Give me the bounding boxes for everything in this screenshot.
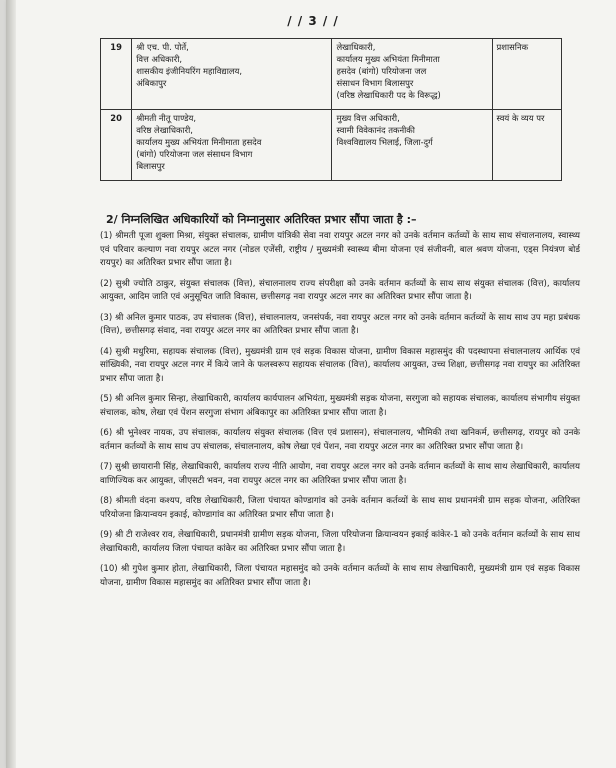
order-paragraph: (4) सुश्री मधुरिमा, सहायक संचालक (वित्त), मुख्यमंत्री ग्राम एवं सड़क विकास योजना, ग्रामीण विकास महासमुंद की पदस्थापना संचालनालय आर्थिक एवं सांख्यिकी, नवा रायपुर अटल नगर में किये जाने के फलस्वरूप सहायक संचालक (वित्त), कार्यालय आयुक्त, उच्च शिक्षा, छत्तीसगढ़ नवा रायपुर का अतिरिक्त प्रभार सौंपा जाता है। xyxy=(100,346,580,384)
cell-line: अंबिकापुर xyxy=(136,78,167,88)
cell-line: लेखाधिकारी, xyxy=(336,42,376,52)
cell-line: श्रीमती नीतू पाण्डेय, xyxy=(136,113,197,123)
cell-line: शासकीय इंजीनियरिंग महाविद्यालय, xyxy=(136,66,243,76)
cell-line: विश्वविद्यालय भिलाई, जिला-दुर्ग xyxy=(336,137,433,147)
order-paragraph: (9) श्री टी राजेश्वर राव, लेखाधिकारी, प्रधानमंत्री ग्रामीण सड़क योजना, जिला परियोजना क्रियान्वयन इकाई कांकेर-1 को उनके वर्तमान कर्तव्यों के साथ साथ लेखाधिकारी, कार्यालय जिला पंचायत कांकेर का अतिरिक्त प्रभार सौंपा जाता है। xyxy=(100,530,580,554)
page-fold-shadow xyxy=(6,0,16,768)
cell-line: वरिष्ठ लेखाधिकारी, xyxy=(136,125,193,135)
cell-line: कार्यालय मुख्य अभियंता मिनीमाता xyxy=(336,54,440,64)
transfer-table xyxy=(100,38,562,181)
new-post-cell xyxy=(332,110,492,181)
table-row xyxy=(101,39,562,110)
document-page xyxy=(10,0,616,768)
cell-line: संसाधन विभाग बिलासपुर xyxy=(336,78,414,88)
cell-line: स्वामी विवेकानंद तकनीकी xyxy=(336,125,415,135)
order-paragraph: (6) श्री भुनेश्वर नायक, उप संचालक, कार्यालय संयुक्त संचालक (वित्त एवं प्रशासन), संचालनालय, भौमिकी तथा खनिकर्म, छत्तीसगढ़, रायपुर को उनके वर्तमान कर्तव्यों के साथ साथ उप संचालक, संचालनालय, कोष लेखा एवं पेंशन, नवा रायपुर अटल नगर का अतिरिक्त प्रभार सौंपा जाता है। xyxy=(100,428,580,452)
page-number: / / 3 / / xyxy=(287,14,339,28)
order-paragraphs xyxy=(100,230,580,597)
section-heading: 2/ निम्नलिखित अधिकारियों को निम्नानुसार अतिरिक्त प्रभार सौंपा जाता है :– xyxy=(106,213,417,226)
order-paragraph: (7) सुश्री छायारानी सिंह, लेखाधिकारी, कार्यालय राज्य नीति आयोग, नवा रायपुर अटल नगर को उनके वर्तमान कर्तव्यों के साथ साथ लेखाधिकारी, कार्यालय वाणिज्यिक कर आयुक्त, जीएसटी भवन, नवा रायपुर अटल नगर का अतिरिक्त प्रभार सौंपा जाता है। xyxy=(100,462,580,486)
cell-line: बिलासपुर xyxy=(136,161,165,171)
cell-line: (वरिष्ठ लेखाधिकारी पद के विरूद्ध) xyxy=(336,90,441,100)
order-paragraph: (8) श्रीमती वंदना कश्यप, वरिष्ठ लेखाधिकारी, जिला पंचायत कोण्डागांव को उनके वर्तमान कर्तव्यों के साथ साथ प्रधानमंत्री ग्राम सड़क योजना, अतिरिक्त परियोजना क्रियान्वयन इकाई, कोण्डागांव का अतिरिक्त प्रभार सौंपा जाता है। xyxy=(100,496,580,520)
order-paragraph: (10) श्री गुपेश कुमार होता, लेखाधिकारी, जिला पंचायत महासमुंद को उनके वर्तमान कर्तव्यों के साथ साथ लेखाधिकारी, मुख्यमंत्री ग्राम एवं सड़क विकास योजना, ग्रामीण विकास महासमुंद का अतिरिक्त प्रभार सौंपा जाता है। xyxy=(100,564,580,588)
new-post-cell xyxy=(332,39,492,110)
row-number: 19 xyxy=(101,39,132,110)
cell-line: वित्त अधिकारी, xyxy=(136,54,183,64)
officer-name-cell xyxy=(132,110,332,181)
order-paragraph: (5) श्री अनिल कुमार सिन्हा, लेखाधिकारी, कार्यालय कार्यपालन अभियंता, मुख्यमंत्री सड़क योजना, सरगुजा को सहायक संचालक, कार्यालय संभागीय संयुक्त संचालक, कोष, लेखा एवं पेंशन सरगुजा संभाग अंबिकापुर का अतिरिक्त प्रभार सौंपा जाता है। xyxy=(100,394,580,418)
order-paragraph: (3) श्री अनिल कुमार पाठक, उप संचालक (वित्त), संचालनालय, जनसंपर्क, नवा रायपुर अटल नगर को उनके वर्तमान कर्तव्यों के साथ साथ उप महा प्रबंधक (वित्त), छत्तीसगढ़ संवाद, नवा रायपुर अटल नगर का अतिरिक्त प्रभार सौंपा जाता है। xyxy=(100,312,580,336)
order-paragraph: (1) श्रीमती पूजा शुक्ला मिश्रा, संयुक्त संचालक, ग्रामीण यांत्रिकी सेवा नवा रायपुर अटल नगर को उनके वर्तमान कर्तव्यों के साथ साथ संचालनालय, स्वास्थ्य एवं परिवार कल्याण नवा रायपुर अटल नगर (नोडल एजेंसी, राष्ट्रीय / मुख्यमंत्री स्वास्थ्य बीमा योजना एवं संजीवनी, बाल श्रवण योजना, एड्स नियंत्रण बोर्ड रायपुर) का अतिरिक्त प्रभार सौंपा जाता है। xyxy=(100,231,580,268)
table-row xyxy=(101,110,562,181)
officer-name-cell xyxy=(132,39,332,110)
cell-line: हसदेव (बांगो) परियोजना जल xyxy=(336,66,427,76)
cell-line: मुख्य वित्त अधिकारी, xyxy=(336,113,400,123)
remark-cell: स्वयं के व्यय पर xyxy=(492,110,561,181)
cell-line: (बांगो) परियोजना जल संसाधन विभाग xyxy=(136,149,253,159)
cell-line: कार्यालय मुख्य अभियंता मिनीमाता हसदेव xyxy=(136,137,262,147)
order-paragraph: (2) सुश्री ज्योति ठाकुर, संयुक्त संचालक (वित्त), संचालनालय राज्य संपरीक्षा को उनके वर्तमान कर्तव्यों के साथ साथ संयुक्त संचालक (वित्त), कार्यालय आयुक्त, आदिम जाति एवं अनुसूचित जाति विकास, छत्तीसगढ़ नवा रायपुर अटल नगर का अतिरिक्त प्रभार सौंपा जाता है। xyxy=(100,278,580,302)
remark-cell: प्रशासनिक xyxy=(492,39,561,110)
row-number: 20 xyxy=(101,110,132,181)
cell-line: श्री एच. पी. पोर्ते, xyxy=(136,42,189,52)
